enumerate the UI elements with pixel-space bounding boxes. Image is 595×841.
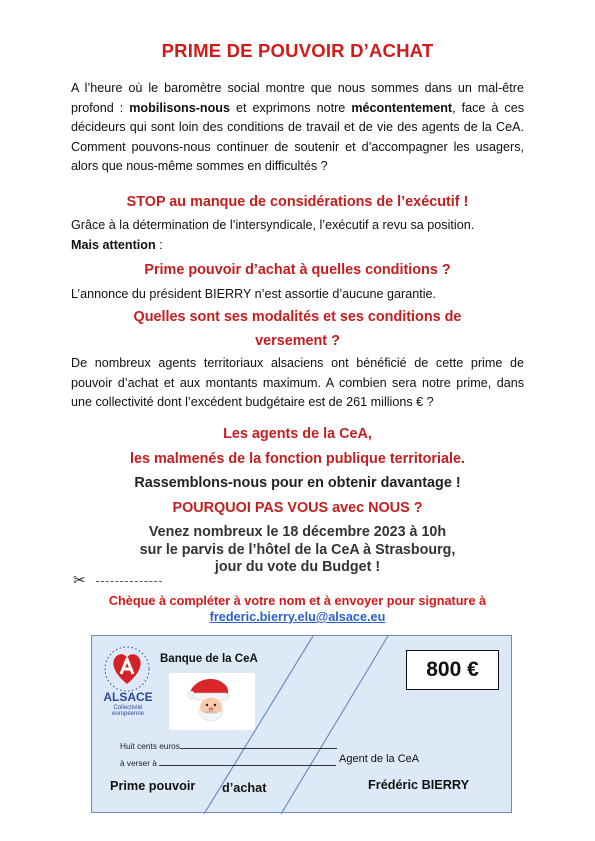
event-line-2: sur le parvis de l’hôtel de la CeA à Strasbourg, — [139, 541, 456, 558]
bank-name: Banque de la CeA — [160, 653, 258, 665]
modalites-heading-1: Quelles sont ses modalités et ses conditions de — [133, 309, 462, 325]
event-details — [0, 524, 595, 577]
malmenes-line-2: les malmenés de la fonction publique territoriale. — [129, 451, 466, 467]
annonce-line: L’annonce du président BIERRY n’est assortie d’aucune garantie. — [71, 287, 436, 301]
logo-text: ALSACE — [103, 690, 153, 704]
agents-paragraph: De nombreux agents territoriaux alsaciens ont bénéficié de cette prime de pouvoir d’achat et aux montants maximum. A combien sera notre prime, dans une collectivité dont l’excédent budgétaire est de 261 millions € ? — [71, 356, 524, 410]
payee-field: à verser à — [120, 757, 336, 768]
memo-right: d’achat — [222, 781, 267, 795]
intro-paragraph: A l’heure où le baromètre social montre que nous sommes dans un mal-être profond : mobilisons-nous et exprimons notre mécontentement, face à ces décideurs qui sont loin des conditions de travail et de vie des agents de la CeA. Comment pouvons-nous continuer de soutenir et d’accompagner les usagers, alors que nous-même sommes en difficultés ? — [71, 81, 525, 174]
cheque-instruction: Chèque à compléter à votre nom et à envoyer pour signature à — [108, 594, 487, 608]
stop-heading: STOP au manque de considérations de l’exécutif ! — [126, 194, 469, 210]
santa-image — [169, 673, 255, 730]
event-line-3: jour du vote du Budget ! — [214, 559, 381, 575]
attention-line: Mais attention : — [71, 238, 163, 252]
event-line-1: Venez nombreux le 18 décembre 2023 à 10h — [148, 524, 447, 540]
amount-words-field: Huit cents euros — [120, 740, 337, 751]
signer-name: Frédéric BIERRY — [368, 778, 470, 792]
alsace-logo — [102, 644, 154, 722]
email-link[interactable]: frederic.bierry.elu@alsace.eu — [209, 610, 386, 624]
modalites-heading-2: versement ? — [255, 333, 340, 349]
santa-icon — [169, 673, 255, 730]
rassemblons-line: Rassemblons-nous pour en obtenir davantage ! — [134, 475, 461, 491]
alsace-logo-icon — [102, 644, 154, 722]
amount-box: 800 € — [406, 650, 499, 690]
payee-agent-label: Agent de la CeA — [339, 753, 420, 765]
cheque — [91, 635, 512, 813]
memo-left: Prime pouvoir — [110, 779, 196, 793]
logo-sub-2: européenne — [111, 711, 145, 717]
conditions-heading: Prime pouvoir d’achat à quelles conditions ? — [144, 262, 451, 278]
scissors-icon: ✂ — [73, 572, 86, 589]
logo-sub-1: Collectivité — [113, 705, 143, 711]
page-title: PRIME DE POUVOIR D’ACHAT — [161, 40, 434, 61]
malmenes-line-1: Les agents de la CeA, — [223, 426, 372, 442]
cut-line — [96, 581, 162, 582]
pourquoi-line: POURQUOI PAS VOUS avec NOUS ? — [172, 500, 423, 516]
intersyndicale-line: Grâce à la détermination de l’intersyndicale, l’exécutif a revu sa position. — [71, 218, 475, 232]
